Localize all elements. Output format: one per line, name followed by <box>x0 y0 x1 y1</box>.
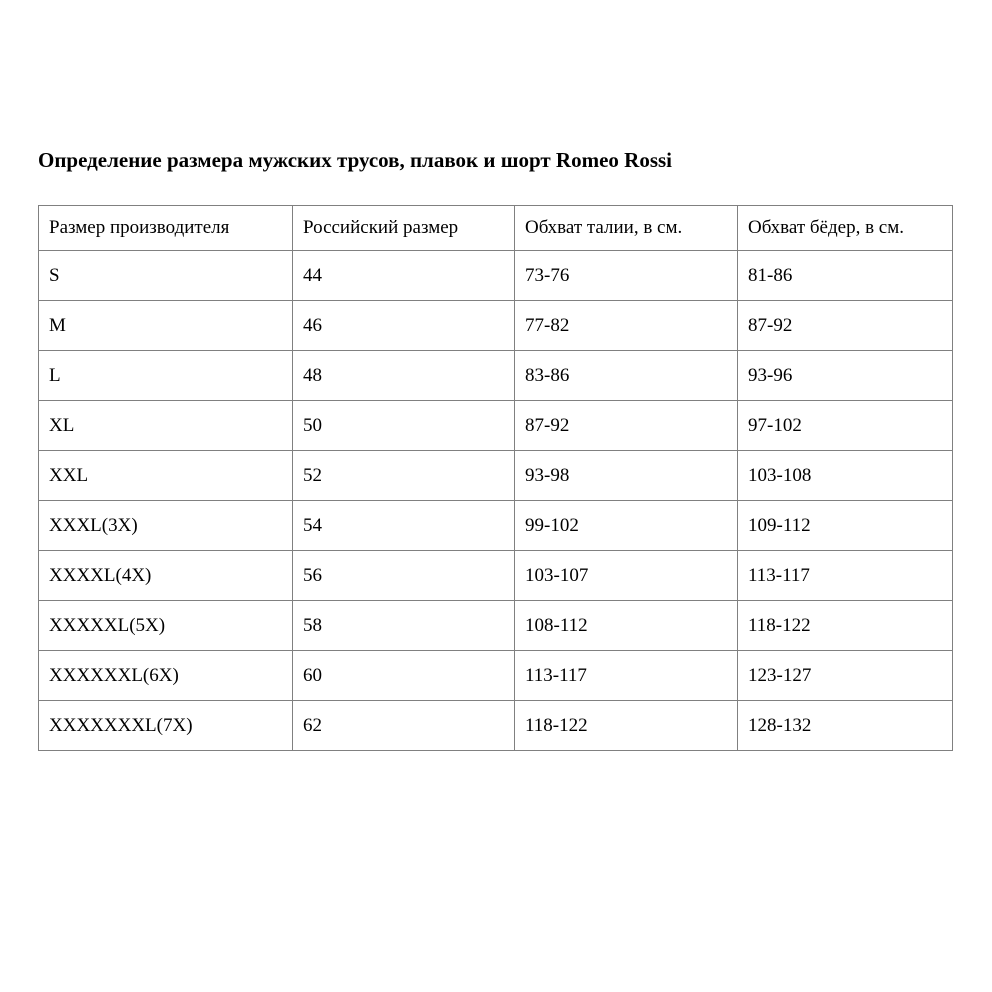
cell-russian-size: 56 <box>293 551 515 601</box>
table-row <box>39 601 953 651</box>
cell-russian-size: 48 <box>293 351 515 401</box>
cell-russian-size: 58 <box>293 601 515 651</box>
cell-russian-size: 60 <box>293 651 515 701</box>
cell-manufacturer-size: L <box>39 351 293 401</box>
cell-waist: 99-102 <box>515 501 738 551</box>
cell-manufacturer-size: S <box>39 251 293 301</box>
cell-russian-size: 44 <box>293 251 515 301</box>
col-header-hips: Обхват бёдер, в см. <box>738 206 953 251</box>
cell-hips: 87-92 <box>738 301 953 351</box>
cell-waist: 87-92 <box>515 401 738 451</box>
cell-waist: 83-86 <box>515 351 738 401</box>
cell-russian-size: 54 <box>293 501 515 551</box>
table-row <box>39 701 953 751</box>
cell-hips: 128-132 <box>738 701 953 751</box>
cell-waist: 118-122 <box>515 701 738 751</box>
cell-hips: 118-122 <box>738 601 953 651</box>
table-row <box>39 251 953 301</box>
col-header-russian-size: Российский размер <box>293 206 515 251</box>
table-row <box>39 401 953 451</box>
cell-hips: 113-117 <box>738 551 953 601</box>
col-header-waist: Обхват талии, в см. <box>515 206 738 251</box>
table-row <box>39 301 953 351</box>
cell-hips: 123-127 <box>738 651 953 701</box>
cell-hips: 109-112 <box>738 501 953 551</box>
page-title: Определение размера мужских трусов, плавок и шорт Romeo Rossi <box>38 148 673 172</box>
cell-manufacturer-size: M <box>39 301 293 351</box>
cell-manufacturer-size: XXXXXXXL(7X) <box>39 701 293 751</box>
cell-waist: 73-76 <box>515 251 738 301</box>
cell-russian-size: 62 <box>293 701 515 751</box>
cell-russian-size: 50 <box>293 401 515 451</box>
cell-waist: 77-82 <box>515 301 738 351</box>
table-row <box>39 351 953 401</box>
table-row <box>39 651 953 701</box>
cell-hips: 81-86 <box>738 251 953 301</box>
table-row <box>39 501 953 551</box>
cell-hips: 97-102 <box>738 401 953 451</box>
cell-manufacturer-size: XXL <box>39 451 293 501</box>
cell-manufacturer-size: XXXL(3X) <box>39 501 293 551</box>
cell-waist: 103-107 <box>515 551 738 601</box>
cell-hips: 103-108 <box>738 451 953 501</box>
cell-russian-size: 52 <box>293 451 515 501</box>
cell-manufacturer-size: XL <box>39 401 293 451</box>
cell-russian-size: 46 <box>293 301 515 351</box>
cell-manufacturer-size: XXXXXL(5X) <box>39 601 293 651</box>
cell-waist: 93-98 <box>515 451 738 501</box>
table-row <box>39 451 953 501</box>
header-row <box>39 206 953 251</box>
cell-manufacturer-size: XXXXXXL(6X) <box>39 651 293 701</box>
cell-waist: 113-117 <box>515 651 738 701</box>
cell-waist: 108-112 <box>515 601 738 651</box>
size-table <box>38 205 953 751</box>
table-row <box>39 551 953 601</box>
cell-hips: 93-96 <box>738 351 953 401</box>
cell-manufacturer-size: XXXXL(4X) <box>39 551 293 601</box>
col-header-manufacturer-size: Размер производителя <box>39 206 293 251</box>
